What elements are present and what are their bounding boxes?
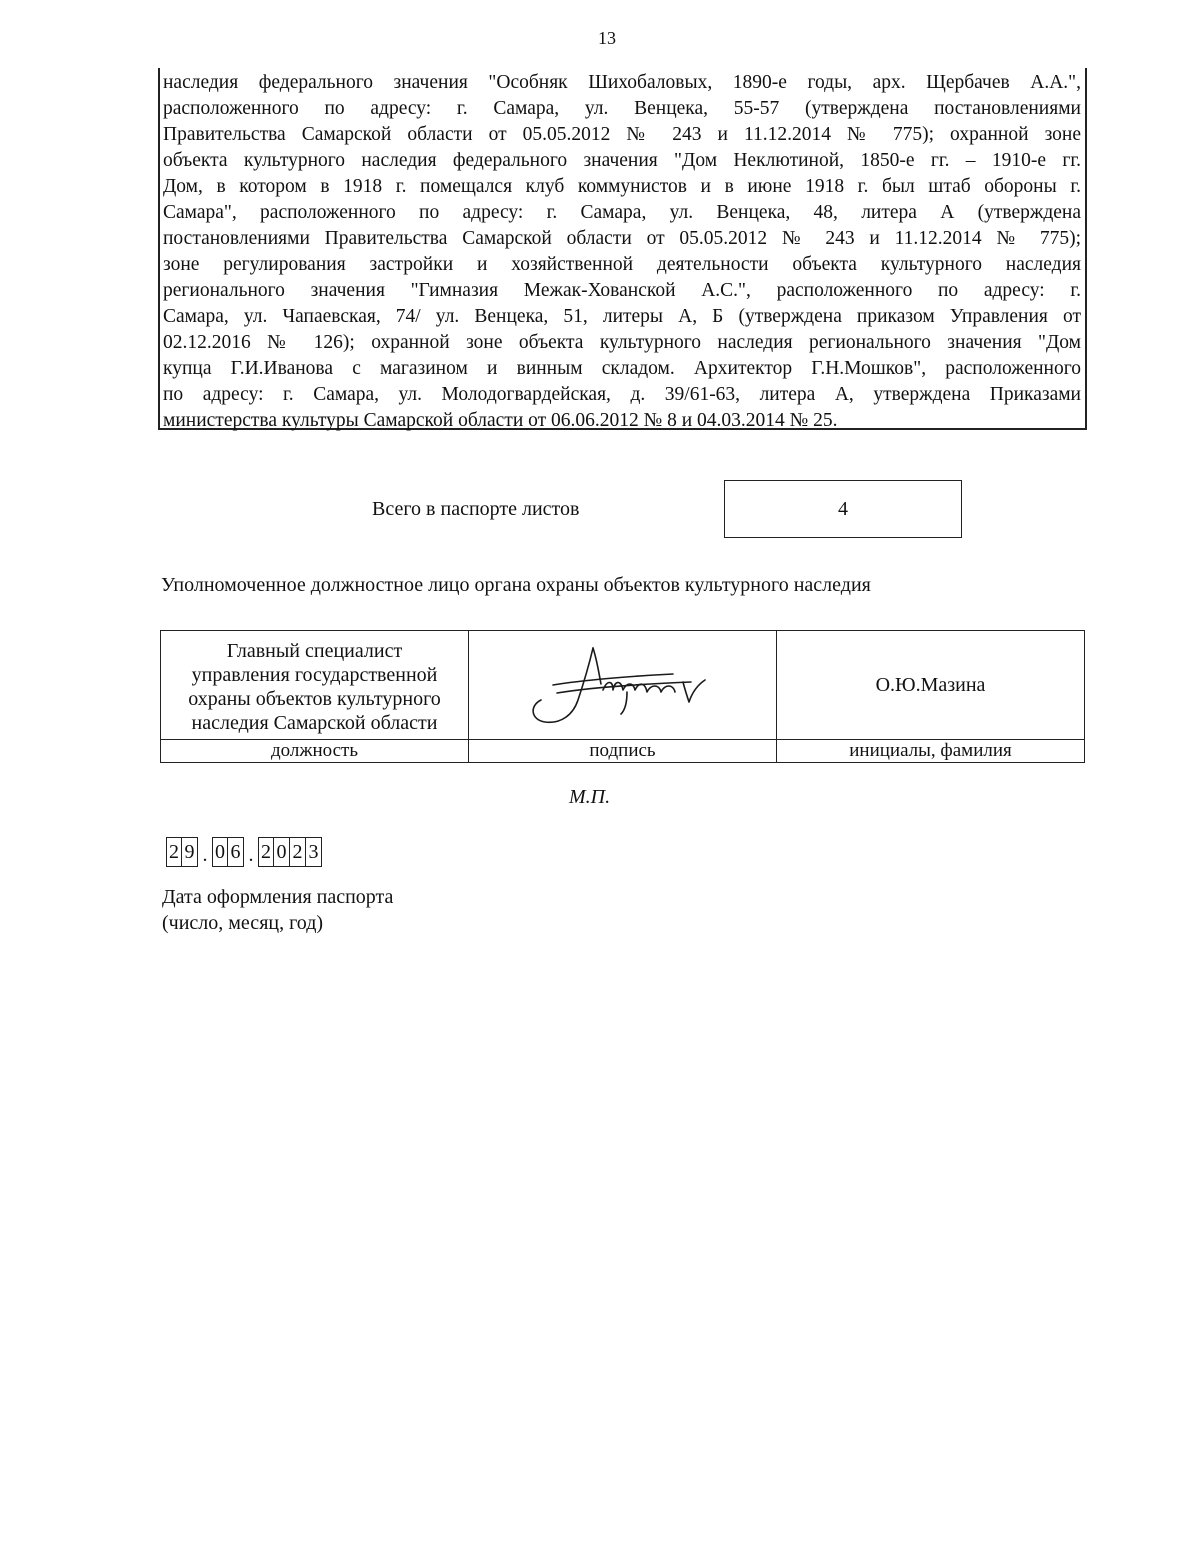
description-line: министерства культуры Самарской области от 06.06.2012 № 8 и 04.03.2014 № 25. — [163, 410, 838, 431]
position-cell — [161, 631, 469, 740]
position-line: Главный специалист — [226, 640, 403, 662]
description-line: 02.12.2016 № 126); охранной зоне объекта культурного наследия регионального значения "Дом — [163, 332, 1081, 353]
description-line: расположенного по адресу: г. Самара, ул. Венцека, 55-57 (утверждена постановлениями — [163, 98, 1081, 119]
position-line: охраны объектов культурного — [188, 688, 441, 710]
date-digit: 6 — [228, 837, 244, 867]
position-line: наследия Самарской области — [191, 712, 438, 734]
position-line: управления государственной — [191, 664, 438, 686]
caption-position: должность — [161, 740, 469, 763]
official-title: Уполномоченное должностное лицо органа охраны объектов культурного наследия — [161, 574, 871, 596]
date-label-line: (число, месяц, год) — [162, 912, 324, 934]
date-digit: 2 — [290, 837, 306, 867]
date-digit: 2 — [258, 837, 274, 867]
description-line: наследия федерального значения "Особняк Шихобаловых, 1890-е годы, арх. Щербачев А.А.", — [163, 72, 1081, 93]
description-text-box — [158, 68, 1087, 430]
date-separator: . — [202, 843, 208, 866]
caption-signature: подпись — [469, 740, 777, 763]
description-line: Дом, в котором в 1918 г. помещался клуб коммунистов и в июне 1918 г. был штаб обороны г. — [163, 176, 1081, 197]
description-line: по адресу: г. Самара, ул. Молодогвардейская, д. 39/61-63, литера А, утверждена Приказами — [163, 384, 1081, 405]
description-line: Самара, ул. Чапаевская, 74/ ул. Венцека, 51, литеры А, Б (утверждена приказом Управления от — [163, 306, 1081, 327]
signature-table — [160, 630, 1085, 763]
page-number: 13 — [598, 28, 616, 48]
description-line: постановлениями Правительства Самарской области от 05.05.2012 № 243 и 11.12.2014 № 775); — [163, 228, 1081, 249]
stamp-placeholder: М.П. — [569, 786, 611, 808]
date-digit: 0 — [212, 837, 228, 867]
date-digit: 0 — [274, 837, 290, 867]
date-caption — [162, 884, 393, 936]
description-line: объекта культурного наследия федерального значения "Дом Неклютиной, 1850-е гг. – 1910-е гг. — [163, 150, 1081, 171]
date-digit: 9 — [182, 837, 198, 867]
date-digit: 2 — [166, 837, 182, 867]
description-line: зоне регулирования застройки и хозяйственной деятельности объекта культурного наследия — [163, 254, 1081, 275]
sheets-count-box — [724, 480, 962, 538]
date-boxes — [166, 837, 322, 867]
description-line: купца Г.И.Иванова с магазином и винным складом. Архитектор Г.Н.Мошков", расположенного — [163, 358, 1081, 379]
handwritten-signature — [523, 640, 723, 730]
sheets-count-value: 4 — [838, 497, 848, 520]
sheets-count-label: Всего в паспорте листов — [372, 498, 580, 520]
date-label-line: Дата оформления паспорта — [162, 886, 394, 908]
signature-cell — [469, 631, 777, 740]
description-line: Самара", расположенного по адресу: г. Самара, ул. Венцека, 48, литера А (утверждена — [163, 202, 1081, 223]
description-line: регионального значения "Гимназия Межак-Хованской А.С.", расположенного по адресу: г. — [163, 280, 1081, 301]
date-separator: . — [248, 843, 254, 866]
name-cell — [777, 631, 1085, 740]
official-name: О.Ю.Мазина — [875, 673, 986, 696]
caption-name: инициалы, фамилия — [777, 740, 1085, 763]
date-digit: 3 — [306, 837, 322, 867]
description-line: Правительства Самарской области от 05.05.2012 № 243 и 11.12.2014 № 775); охранной зоне — [163, 124, 1081, 145]
